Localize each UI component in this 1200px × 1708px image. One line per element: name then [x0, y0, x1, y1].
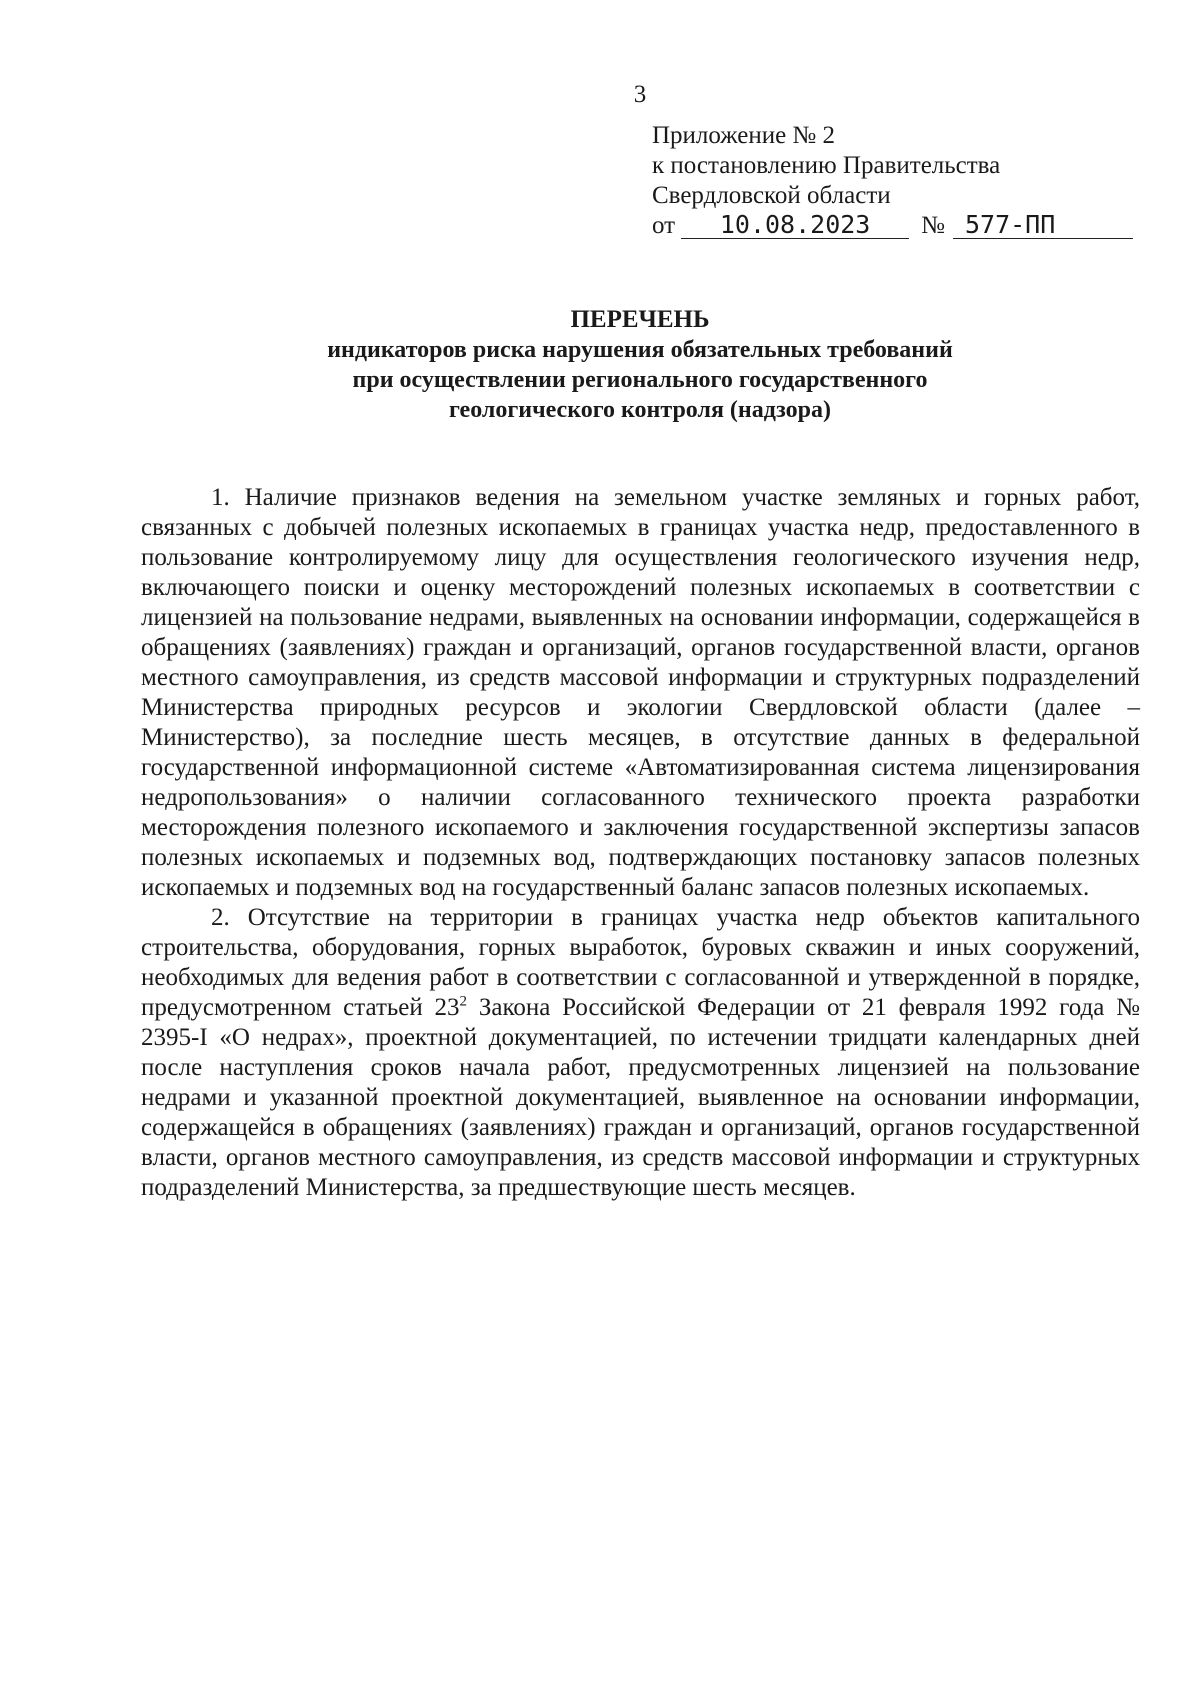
paragraph-item-2	[141, 903, 1140, 1203]
appendix-line-2: к постановлению Правительства	[652, 152, 1001, 179]
appendix-date-number-line	[652, 211, 1133, 241]
document-title	[140, 305, 1140, 425]
appendix-line-3: Свердловской области	[652, 182, 891, 209]
date-prefix: от	[652, 212, 676, 239]
paragraph-item-1: 1. Наличие признаков ведения на земельном участке земляных и горных работ, связанных с добычей полезных ископаемых в границах участка недр, предоставленного в пользование контролируемому лицу для осуществления геологического изучения недр, включающего поиски и оценку месторождений полезных ископаемых в соответствии с лицензией на пользование недрами, выявленных на основании информации, содержащейся в обращениях (заявлениях) граждан и организаций, органов государственной власти, органов местного самоуправления, из средств массовой информации и структурных подразделений Министерства природных ресурсов и экологии Свердловской области (далее – Министерство), за последние шесть месяцев, в отсутствие данных в федеральной государственной информационной системе «Автоматизированная система лицензирования недропользования» о наличии согласованного технического проекта разработки месторождения полезного ископаемого и заключения государственной экспертизы запасов полезных ископаемых и подземных вод, подтверждающих постановку запасов полезных ископаемых и подземных вод на государственный баланс запасов полезных ископаемых.	[141, 484, 1140, 901]
document-body	[141, 483, 1140, 1203]
item-2-text-start: 2. Отсутствие на территории в границах участка недр объектов капитального строительства, оборудования, горных выработок, буровых скважин и иных сооружений, необходимых для ведения работ в соответствии с согласованной и утвержденной в порядке, предусмотренном статьей 23	[141, 904, 1140, 1021]
title-line-1: индикаторов риска нарушения обязательных требований	[327, 337, 953, 363]
superscript-index: 2	[459, 993, 468, 1010]
appendix-line-1: Приложение № 2	[652, 122, 836, 149]
page-number: 3	[633, 81, 647, 108]
document-date: 10.08.2023	[681, 212, 909, 239]
title-main: ПЕРЕЧЕНЬ	[570, 306, 710, 333]
title-line-2: при осуществлении регионального государственного	[352, 367, 928, 393]
item-2-text-end: Закона Российской Федерации от 21 февраля 1992 года № 2395-I «О недрах», проектной документацией, по истечении тридцати календарных дней после наступления сроков начала работ, предусмотренных лицензией на пользование недрами и указанной проектной документацией, выявленное на основании информации, содержащейся в обращениях (заявлениях) граждан и организаций, органов государственной власти, органов местного самоуправления, из средств массовой информации и структурных подразделений Министерства, за предшествующие шесть месяцев.	[141, 994, 1140, 1201]
document-number: 577-ПП	[953, 212, 1133, 239]
title-line-3: геологического контроля (надзора)	[448, 397, 832, 423]
appendix-header	[652, 121, 1133, 241]
number-sign: №	[921, 212, 945, 239]
